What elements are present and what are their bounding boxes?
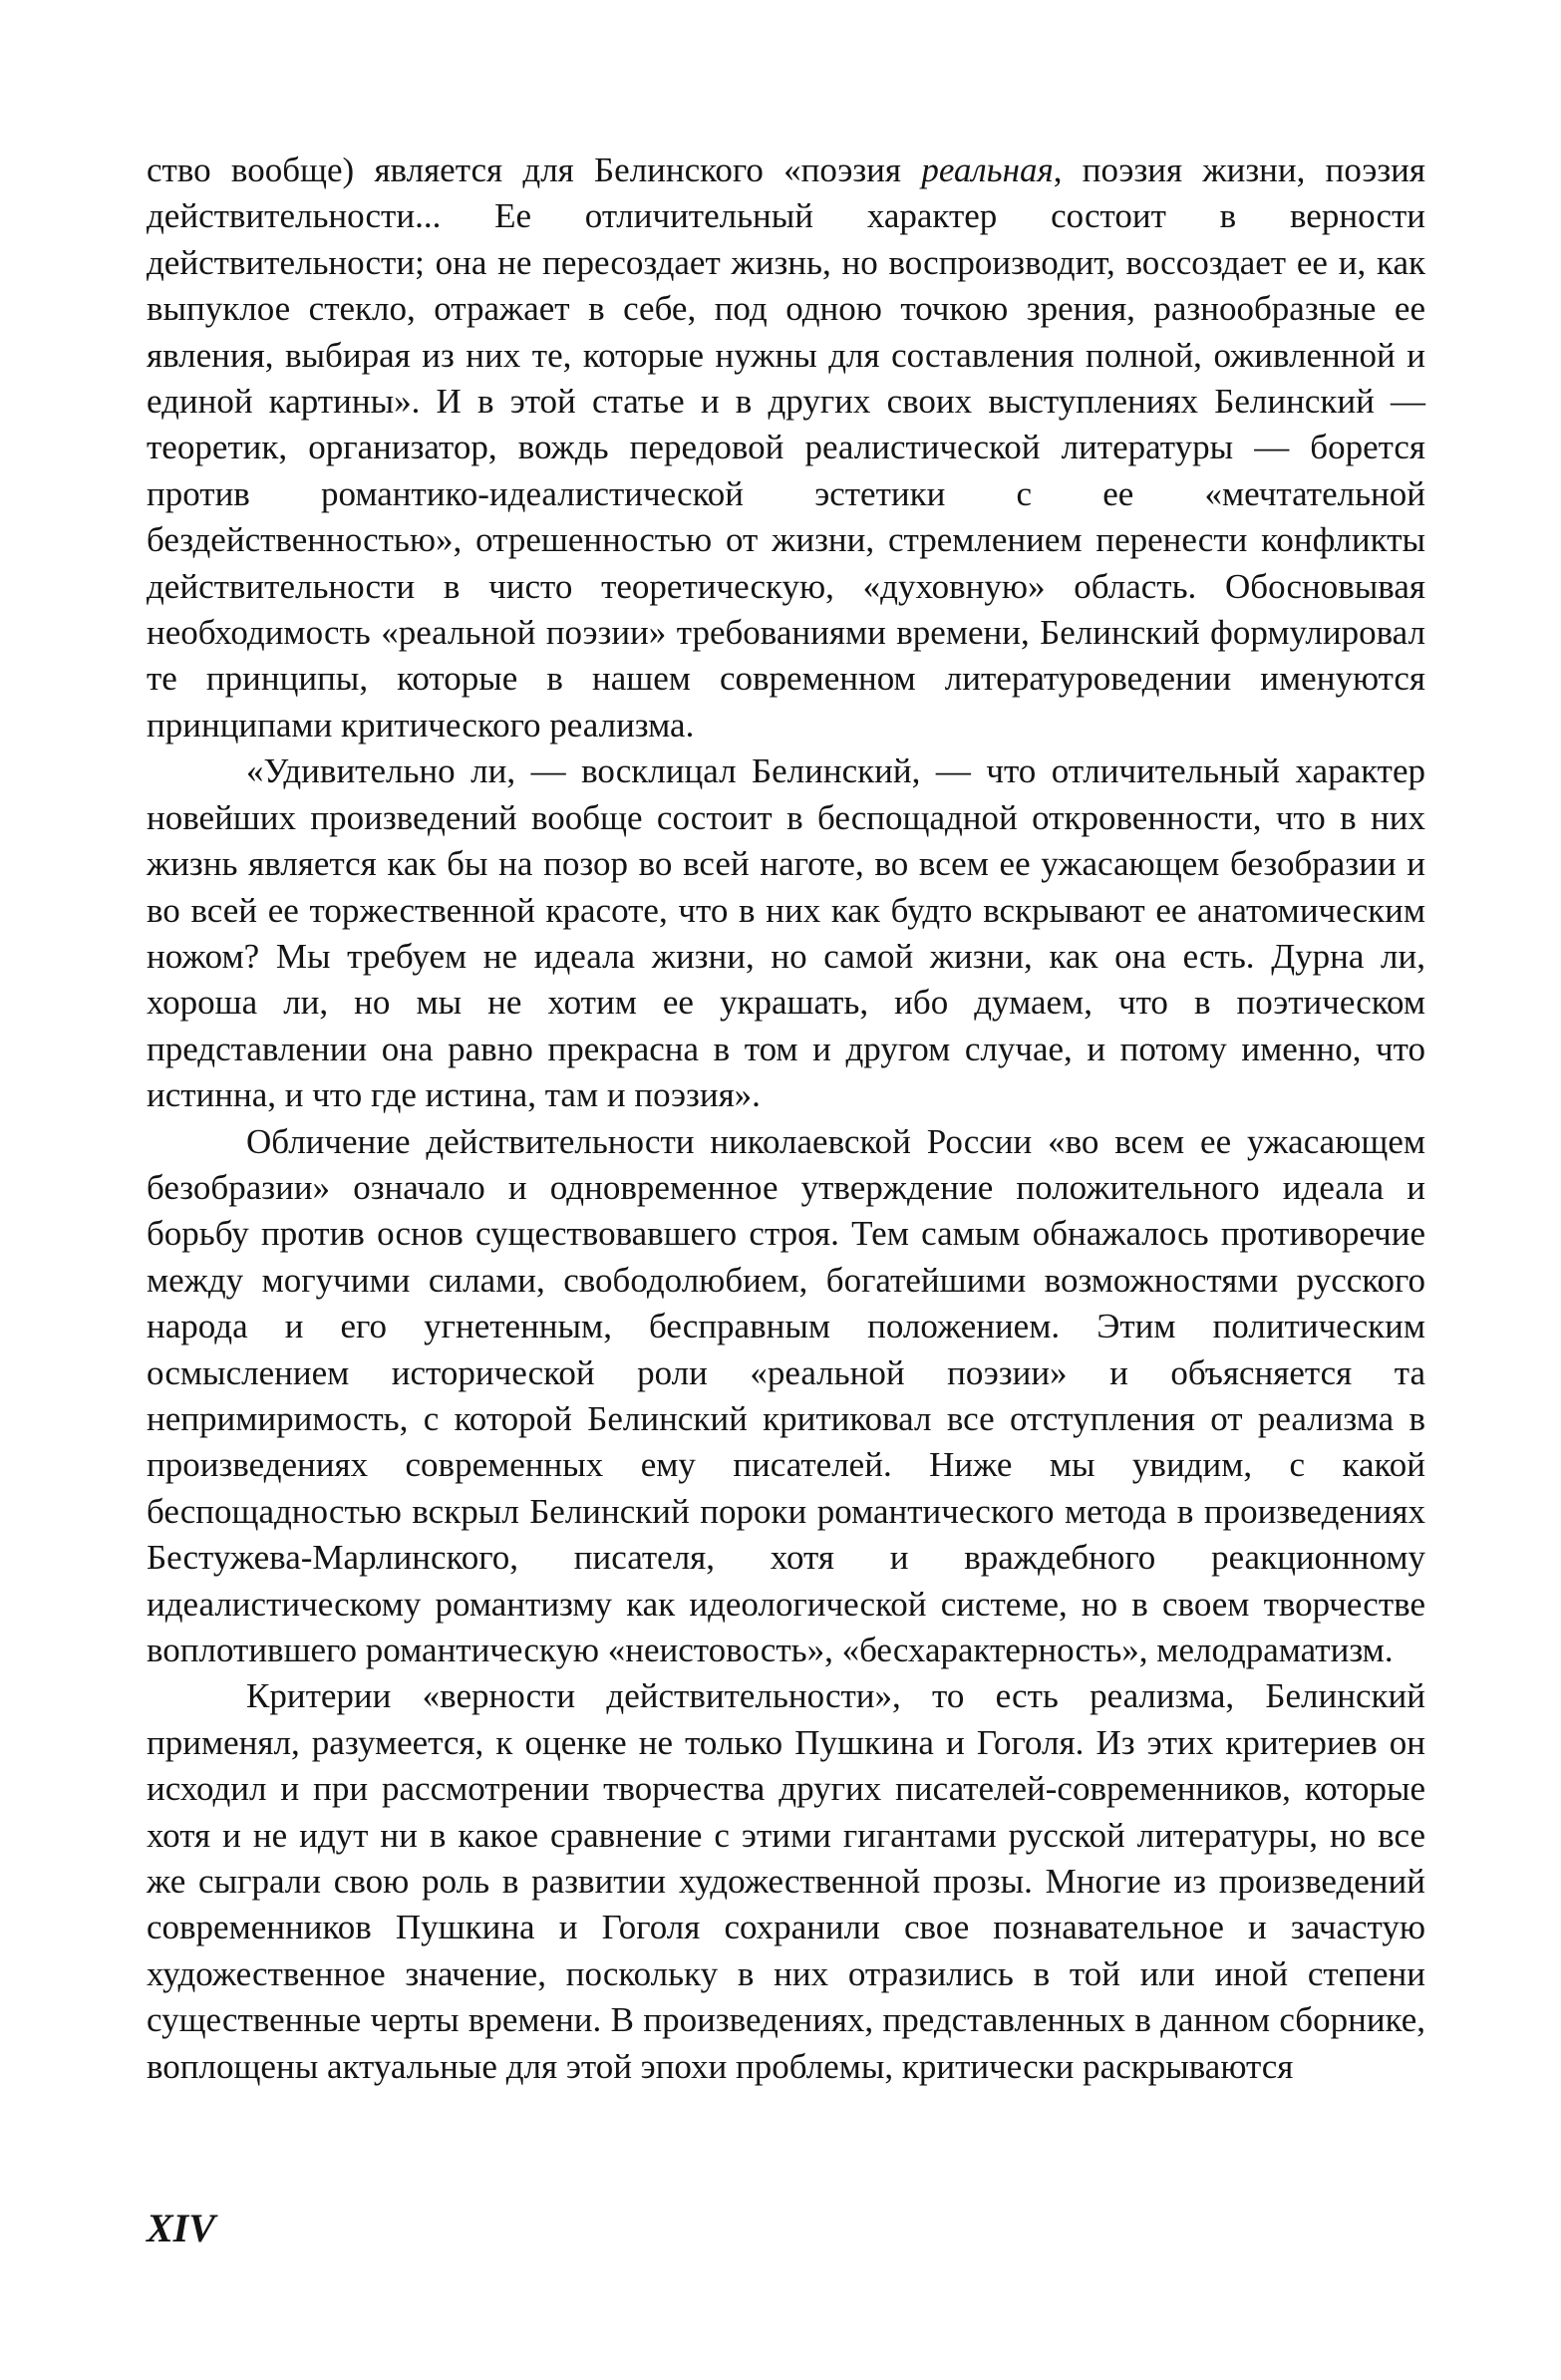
- paragraph-3-text: Обличение действительности николаевской России «во всем ее ужасающем безобразии» означало и одновременное утверждение положительного идеала и борьбу против основ существовавшего строя. Тем самым обнажалось противоречие между могучими силами, свободолюбием, богатейшими возможностями русского народа и его угнетенным, бесправным положением. Этим политическим осмыслением исторической роли «реальной поэзии» и объясняется та непримиримость, с которой Белинский критиковал все отступления от реализма в произведениях современных ему писателей. Ниже мы увидим, с какой беспощадностью вскрыл Белинский пороки романтического метода в произведениях Бестужева-Марлинского, писателя, хотя и враждебного реакционному идеалистическому романтизму как идеологической системе, но в своем творчестве воплотившего романтическую «неистовость», «бесхарактерность», мелодраматизм.: [147, 1121, 1425, 1669]
- paragraph-1-part-1: ство вообще) является для Белинского «поэзия: [147, 150, 922, 189]
- paragraph-2-text: «Удивительно ли, — восклицал Белинский, — что отличительный характер новейших произведений вообще состоит в беспощадной откровенности, что в них жизнь является как бы на позор во всей наготе, во всем ее ужасающем безобразии и во всей ее торжественной красоте, что в них как будто вскрывают ее анатомическим ножом? Мы требуем не идеала жизни, но самой жизни, как она есть. Дурна ли, хороша ли, но мы не хотим ее украшать, ибо думаем, что в поэтическом представлении она равно прекрасна в том и другом случае, и потому именно, что истинна, и что где истина, там и поэзия».: [147, 751, 1425, 1115]
- paragraph-1-emphasis: реальная: [921, 150, 1054, 189]
- paragraph-1: [147, 148, 1425, 748]
- body-text: [147, 148, 1425, 2090]
- paragraph-2: [147, 748, 1425, 1118]
- paragraph-4: [147, 1673, 1425, 2090]
- page-number: XIV: [147, 2206, 215, 2250]
- paragraph-1-part-3: , поэзия жизни, поэзия действительности... Ее отличительный характер состоит в верности действительности; она не пересоздает жизнь, но воспроизводит, воссоздает ее и, как выпуклое стекло, отражает в себе, под одною точкою зрения, разнообразные ее явления, выбирая из них те, которые нужны для составления полной, оживленной и единой картины». И в этой статье и в других своих выступлениях Белинский — теоретик, организатор, вождь передовой реалистической литературы — борется против романтико-идеалистической эстетики с ее «мечтательной бездейственностью», отрешенностью от жизни, стремлением перенести конфликты действительности в чисто теоретическую, «духовную» область. Обосновывая необходимость «реальной поэзии» требованиями времени, Белинский формулировал те принципы, которые в нашем современном литературоведении именуются принципами критического реализма.: [147, 150, 1425, 744]
- paragraph-3: [147, 1119, 1425, 1674]
- paragraph-4-text: Критерии «верности действительности», то есть реализма, Белинский применял, разумеется, к оценке не только Пушкина и Гоголя. Из этих критериев он исходил и при рассмотрении творчества других писателей-современников, которые хотя и не идут ни в какое сравнение с этими гигантами русской литературы, но все же сыграли свою роль в развитии художественной прозы. Многие из произведений современников Пушкина и Гоголя сохранили свое познавательное и зачастую художественное значение, поскольку в них отразились в той или иной степени существенные черты времени. В произведениях, представленных в данном сборнике, воплощены актуальные для этой эпохи проблемы, критически раскрываются: [147, 1676, 1425, 2086]
